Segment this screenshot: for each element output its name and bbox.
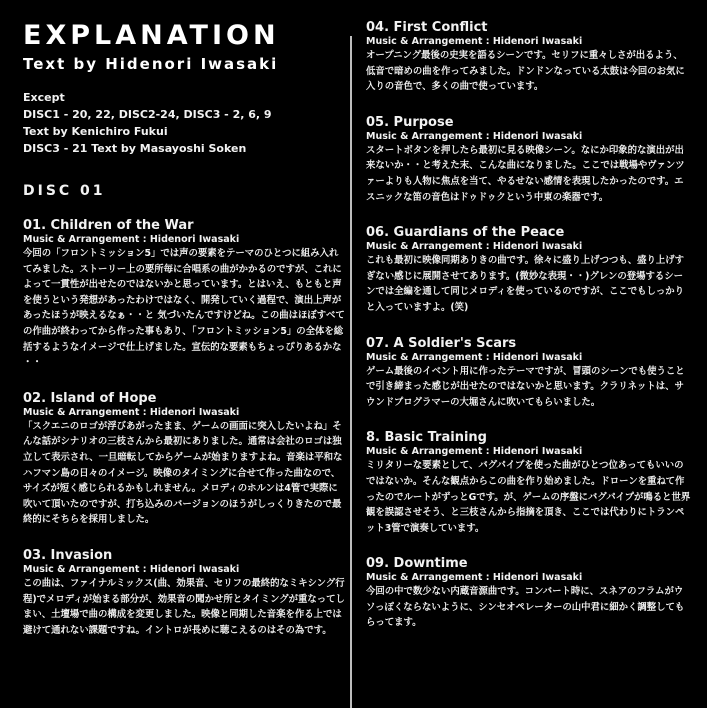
page-subtitle: Text by Hidenori Iwasaki [23,55,279,73]
track-description: 「スクエニのロゴが浮びあがったまま、ゲームの画面に突入したいよね」そんな話がシナリオの三枝さんから最初にありました。通常は会社のロゴは独立して表示され、一旦暗転してからゲームが始まりますよね。音楽は平和なハフマン島の日々のイメージ。映像のタイミングに合せて作った曲なので、サイズが短く感じられるかもしれません。メロディのホルンは4管で実際に吹いて頂いたのですが、打ち込みのバージョンのほうがしっくりきたので最終的にそちらを採用しました。 [23,420,343,526]
track-title: 8. Basic Training [366,430,487,446]
track-credit: Music & Arrangement : Hidenori Iwasaki [366,130,583,142]
track-description: これも最初に映像同期ありきの曲です。徐々に盛り上げつつも、盛り上げすぎない感じに展開させてあります。(微妙な表現・・)グレンの登場するシーンでは全編を通して同じメロディを使っているのですが、ここでもしっかりと入っていますよ。(笑) [366,255,685,313]
track-credit: Music & Arrangement : Hidenori Iwasaki [23,563,240,575]
track-entry [366,115,692,205]
track-title: 06. Guardians of the Peace [366,225,565,241]
track-credit: Music & Arrangement : Hidenori Iwasaki [23,234,240,245]
track-entry [366,225,692,315]
page-title: EXPLANATION [23,20,280,51]
left-column [23,20,345,638]
track-description: ミリタリーな要素として、バグパイプを使った曲がひとつ位あってもいいのではないか。そんな観点からこの曲を作り始めました。ドローンを重ねて作ったのでルートがずっとGです。が、ゲームの序盤にバグパイプが鳴ると世界観を誤認させそう、と三枝さんから指摘を頂き、ここでは代わりにトランペット3管で演奏しています。 [366,460,691,534]
track-description: 今回の中で数少ない内蔵音源曲です。コンバート時に、スネアのフラムがウソっぽくならないように、シンセオペレーターの山中君に細かく調整してもらってます。 [366,586,685,629]
except-author-2: DISC3 - 21 Text by Masayoshi Soken [23,142,247,155]
track-entry [23,391,345,528]
track-title: 07. A Soldier's Scars [366,335,517,351]
disc-heading: DISC 01 [23,183,106,199]
track-title: 05. Purpose [366,114,454,130]
track-entry [366,556,692,631]
right-column [366,20,692,631]
except-note [23,89,345,157]
except-discs: DISC1 - 20, 22, DISC2-24, DISC3 - 2, 6, 9 [23,108,272,121]
track-title: 09. Downtime [366,556,468,572]
track-title: 03. Invasion [23,547,113,563]
track-credit: Music & Arrangement : Hidenori Iwasaki [366,36,583,47]
track-entry [366,430,692,536]
track-entry [366,336,692,411]
track-title: 01. Children of the War [23,218,194,233]
track-credit: Music & Arrangement : Hidenori Iwasaki [366,572,583,584]
track-description: オープニング最後の史実を語るシーンです。セリフに重々しさが出るよう、低音で暗めの曲を作ってみました。ドンドンなっている太鼓は今回のお気に入りの音色で、多くの曲で使っています。 [366,50,685,93]
track-credit: Music & Arrangement : Hidenori Iwasaki [366,241,583,253]
track-title: 02. Island of Hope [23,390,157,406]
track-entry [23,218,345,371]
except-author-1: Text by Kenichiro Fukui [23,125,168,138]
track-description: ゲーム最後のイベント用に作ったテーマですが、冒頭のシーンでも使うことで引き締まった感じが出せたのではないかと思います。クラリネットは、サウンドプログラマーの大堀さんに吹いてもらいました。 [366,365,685,408]
track-entry [366,20,692,95]
track-credit: Music & Arrangement : Hidenori Iwasaki [366,446,583,458]
track-credit: Music & Arrangement : Hidenori Iwasaki [366,351,583,363]
track-entry [23,548,345,638]
column-divider [350,36,352,708]
except-label: Except [23,91,65,104]
track-description: この曲は、ファイナルミックス(曲、効果音、セリフの最終的なミキシング行程)でメロディが始まる部分が、効果音の聞かせ所とタイミングが重なってしまい、土壇場で曲の構成を変更しました。映像と同期した音楽を作る上では避けて通れない課題ですね。イントロが長めに聴こえるのはその為です。 [23,577,345,636]
track-credit: Music & Arrangement : Hidenori Iwasaki [23,406,240,418]
track-description: 今回の「フロントミッション5」では声の要素をテーマのひとつに組み入れてみました。ストーリー上の要所毎に合唱系の曲がかかるのですが、これによって一貫性が出せたのではないかと思っています。とはいえ、もともと声を使うという発想があったわけではなく、開発していく過程で、演出上声があったほうが映えるなぁ・・と 気づいたんですけどね。この曲はほぼすべての作曲が終わってから作った事もあり、「フロントミッション5」の全体を総括するようなイメージで仕上げました。宣伝的な要素もちょっぴりあるかな・・ [23,248,345,369]
track-title: 04. First Conflict [366,20,488,35]
track-description: スタートボタンを押したら最初に見る映像シーン。なにか印象的な演出が出来ないか・・と考えた末、こんな曲になりました。ここでは戦場やヴァンツァーよりも人物に焦点を当て、やるせない感情を表現したかったのです。エスニックな笛の音色はドゥドゥクという中東の楽器です。 [366,144,685,203]
